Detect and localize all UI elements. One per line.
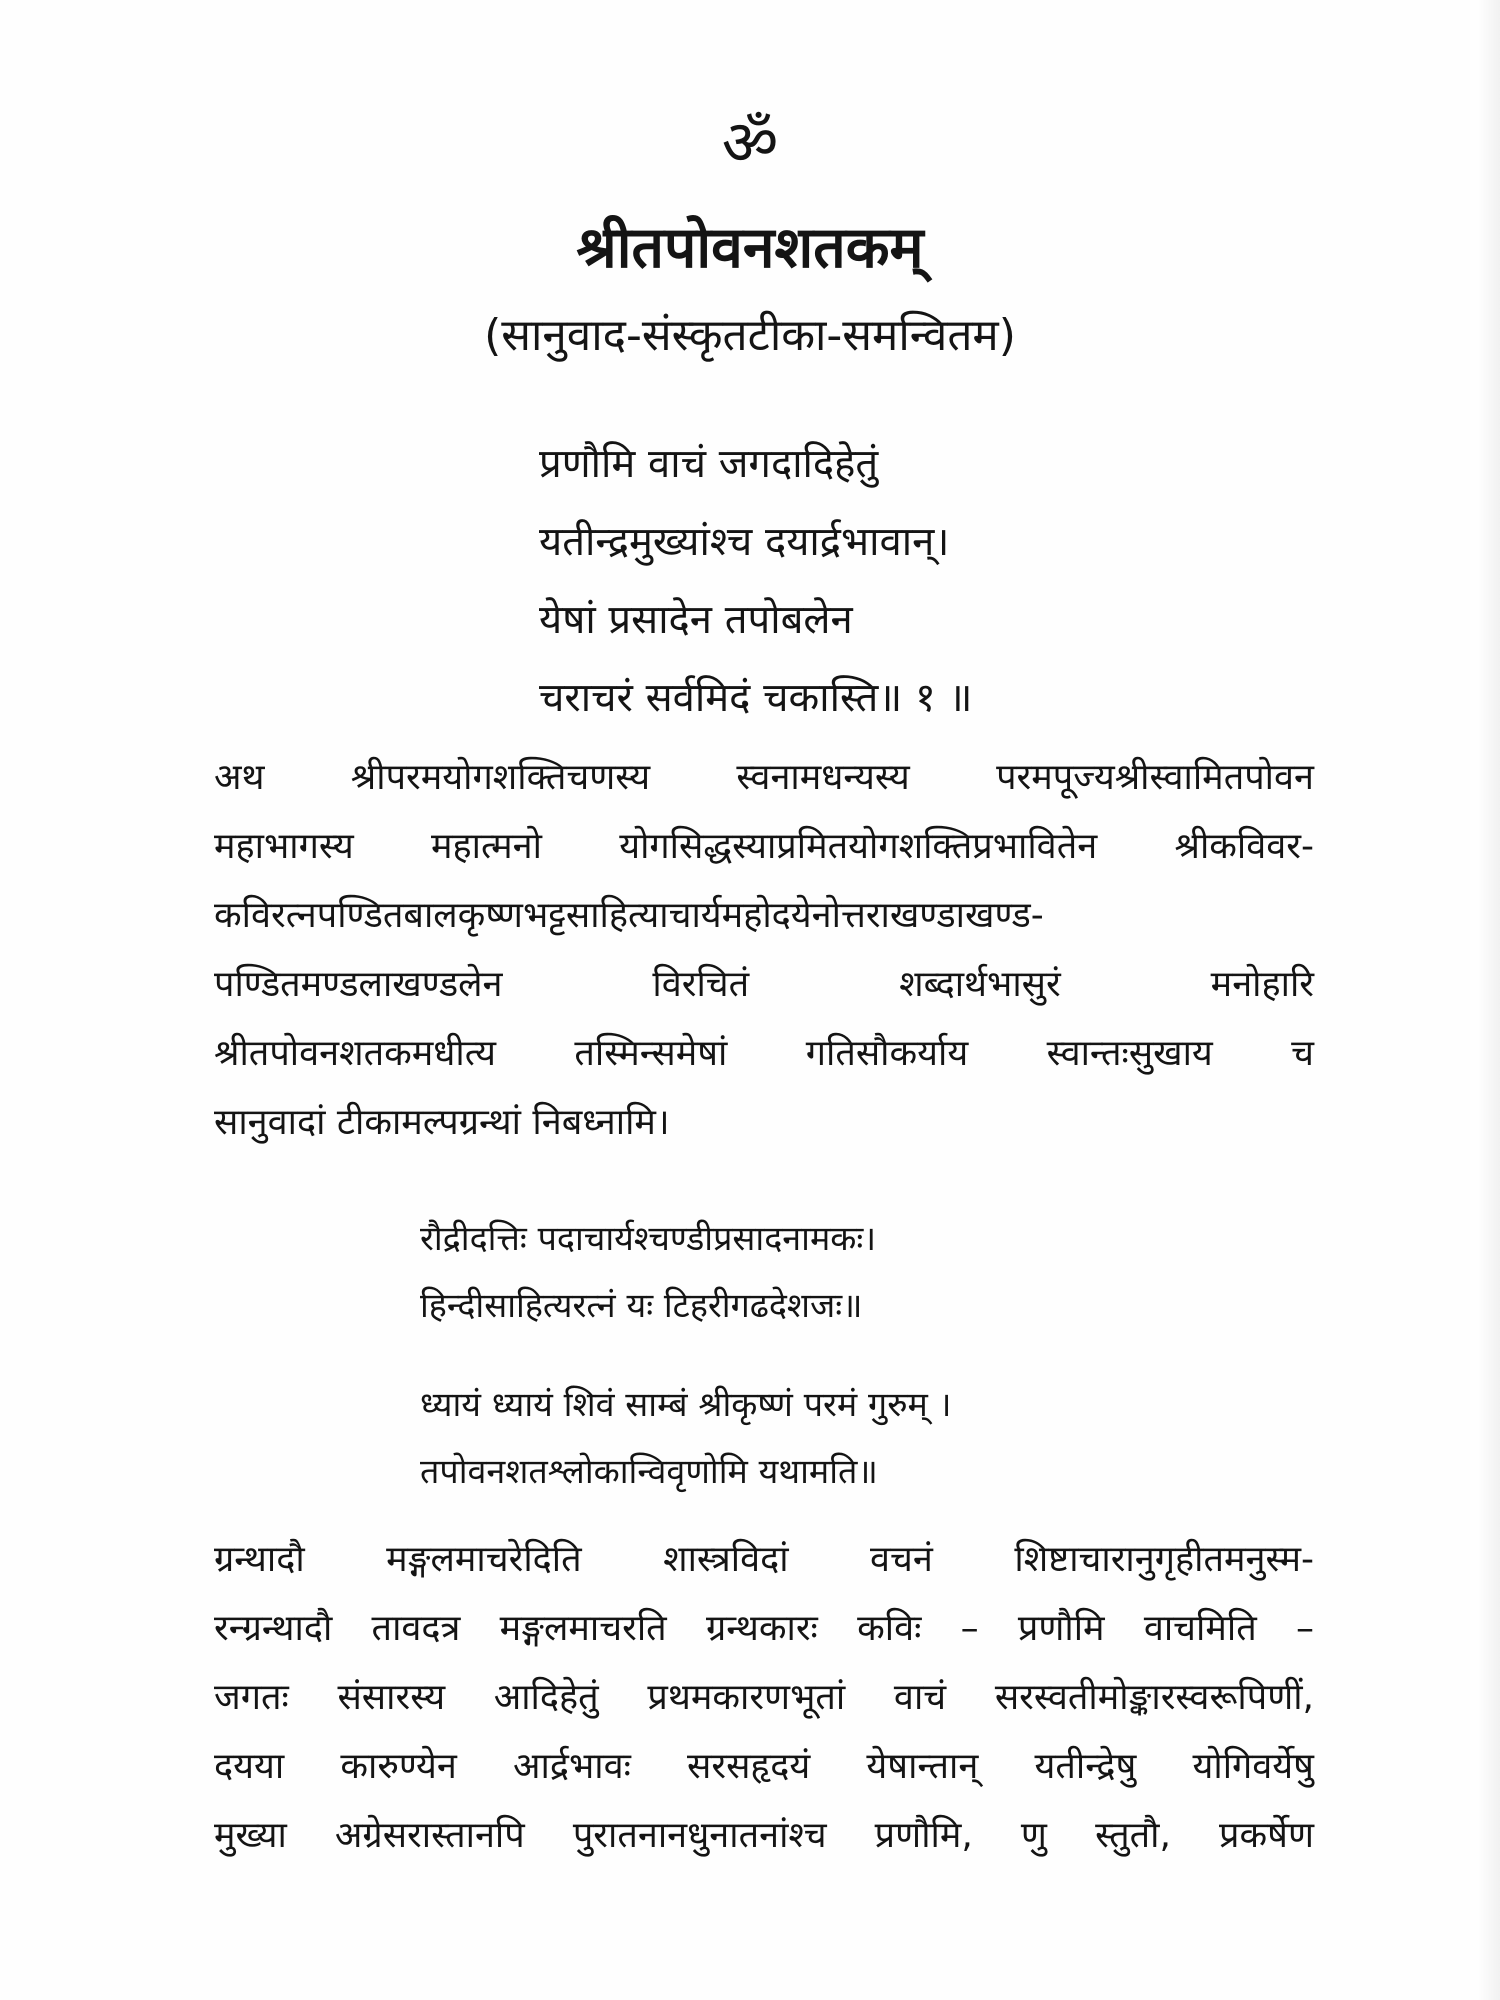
om-symbol: ॐ [721,106,779,179]
verse-line: प्रणौमि वाचं जगदादिहेतुं [539,441,879,487]
paragraph-line: अथ श्रीपरमयोगशक्तिचणस्य स्वनामधन्यस्य परमपूज्यश्रीस्वामितपोवन [214,757,1314,798]
paragraph-line: पण्डितमण्डलाखण्डलेन विरचितं शब्दार्थभासुरं मनोहारि [214,964,1314,1005]
page-title: श्रीतपोवनशतकम् [576,215,924,281]
paragraph-line: रन्ग्रन्थादौ तावदत्र मङ्गलमाचरति ग्रन्थकारः कविः – प्रणौमि वाचमिति – [214,1608,1314,1649]
commentary-paragraph [214,748,1314,1162]
paragraph-line: श्रीतपोवनशतकमधीत्य तस्मिन्समेषां गतिसौकर्याय स्वान्तःसुखाय च [214,1033,1314,1074]
verse-block [539,432,1439,744]
paragraph-line: सानुवादां टीकामल्पग्रन्थां निबध्नामि। [214,1102,670,1143]
sloka-line: रौद्रीदत्तिः पदाचार्यश्चण्डीप्रसादनामकः। [420,1219,877,1259]
sloka-block [420,1210,1420,1344]
page-subtitle: (सानुवाद-संस्कृतटीका-समन्वितम) [484,310,1016,361]
verse-line: येषां प्रसादेन तपोबलेन [539,597,853,643]
paragraph-line: दयया कारुण्येन आर्द्रभावः सरसहृदयं येषान्तान् यतीन्द्रेषु योगिवर्येषु [214,1746,1314,1787]
paragraph-line: कविरत्नपण्डितबालकृष्णभट्टसाहित्याचार्यमहोदयेनोत्तराखण्डाखण्ड- [214,895,1044,936]
commentary-paragraph [214,1530,1314,1875]
sloka-line: तपोवनशतश्लोकान्विवृणोमि यथामति॥ [420,1452,878,1492]
paragraph-line: महाभागस्य महात्मनो योगसिद्धस्याप्रमितयोगशक्तिप्रभावितेन श्रीकविवर- [214,826,1314,867]
sloka-block [420,1376,1420,1510]
paragraph-line: जगतः संसारस्य आदिहेतुं प्रथमकारणभूतां वाचं सरस्वतीमोङ्कारस्वरूपिणीं, [214,1677,1314,1718]
paragraph-line: मुख्या अग्रेसरास्तानपि पुरातनानधुनातनांश्च प्रणौमि, णु स्तुतौ, प्रकर्षेण [214,1815,1314,1856]
verse-line: यतीन्द्रमुख्यांश्च दयार्द्रभावान्। [539,519,950,565]
verse-line: चराचरं सर्वमिदं चकास्ति॥ १ ॥ [539,675,973,721]
sloka-line: हिन्दीसाहित्यरत्नं यः टिहरीगढदेशजः॥ [420,1286,863,1326]
paragraph-line: ग्रन्थादौ मङ्गलमाचरेदिति शास्त्रविदां वचनं शिष्टाचारानुगृहीतमनुस्म- [214,1539,1314,1580]
page-edge-shadow [1478,0,1500,2000]
sloka-line: ध्यायं ध्यायं शिवं साम्बं श्रीकृष्णं परमं गुरुम् । [420,1385,952,1425]
